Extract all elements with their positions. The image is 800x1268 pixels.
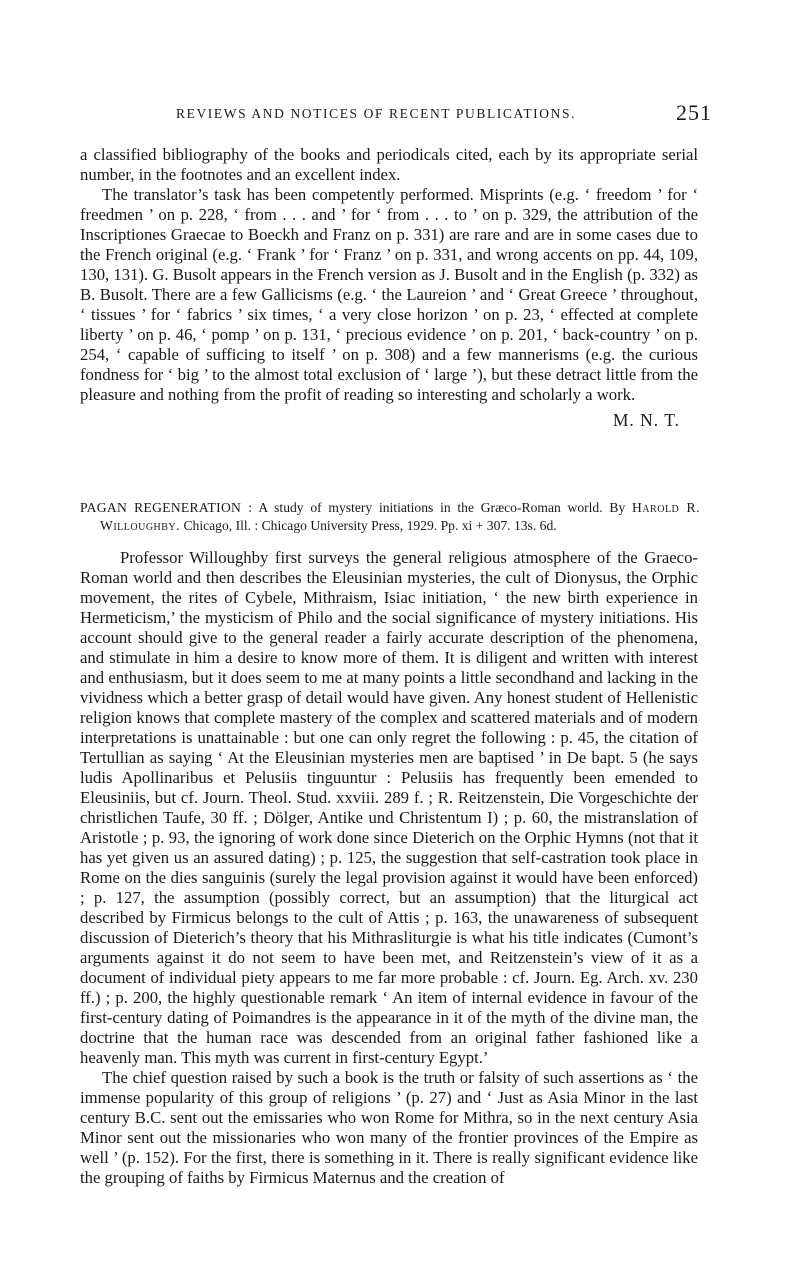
page-number: 251 [676,100,712,125]
review-by: By [609,500,626,515]
previous-review-paragraph: The translator’s task has been competently performed. Misprints (e.g. ‘ freedom ’ for ‘ freedmen ’ on p. 228, ‘ from . . . and ’ for ‘ from . . . to ’ on p. 329, the attribution of the Inscriptiones Graecae to Boeckh and Franz on p. 331) are rare and are in some cases due to the French original (e.g. ‘ Frank ’ for ‘ Franz ’ on p. 331, and wrong accents on pp. 44, 109, 130, 131). G. Busolt appears in the French version as J. Busolt and in the English (p. 332) as B. Busolt. There are a few Gallicisms (e.g. ‘ the Laureion ’ and ‘ Great Greece ’ throughout, ‘ tissues ’ for ‘ fabrics ’ six times, ‘ a very close horizon ’ on p. 23, ‘ effected at complete liberty ’ on p. 46, ‘ pomp ’ on p. 131, ‘ precious evidence ’ on p. 201, ‘ back-country ’ on p. 254, ‘ capable of sufficing to itself ’ on p. 308) and a few mannerisms (e.g. the curious fondness for ‘ big ’ to the almost total exclusion of ‘ large ’), but these detract little from the pleasure and nothing from the profit of reading so interesting and scholarly a work. [80,185,698,404]
review-author: Harold R. Willoughby. [100,500,700,533]
page-header [80,100,712,130]
review-title: PAGAN REGENERATION : [80,500,253,515]
review-heading [80,499,700,535]
review-paragraph: Professor Willoughby first surveys the general religious atmosphere of the Graeco-Roman world and then describes the Eleusinian mysteries, the cult of Dionysus, the Orphic movement, the rites of Cybele, Mithraism, Isiac initiation, ‘ the new birth experience in Hermeticism,’ the mysticism of Philo and the social significance of mystery initiations. His account should give to the general reader a fairly accurate description of the phenomena, and stimulate in him a desire to know more of them. It is diligent and written with interest and enthusiasm, but it does seem to me at many points a little secondhand and lacking in the vividness which a better grasp of detail would have given. Any honest student of Hellenistic religion knows that complete mastery of the complex and scattered materials and of modern interpretations is unattainable : but one can only regret the following : p. 45, the citation of Tertullian as saying ‘ At the Eleusinian mysteries men are baptised ’ in De bapt. 5 (he says ludis Apollinaribus et Pelusiis tinguuntur : Pelusiis has frequently been emended to Eleusiniis, but cf. Journ. Theol. Stud. xxviii. 289 f. ; R. Reitzenstein, Die Vorgeschichte der christlichen Taufe, 30 ff. ; Dölger, Antike und Christentum I) ; p. 60, the mistranslation of Aristotle ; p. 93, the ignoring of work done since Dieterich on the Orphic Hymns (not that it has yet given us an assured dating) ; p. 125, the suggestion that self-castration took place in Rome on the dies sanguinis (surely the legal provision against it would have been enforced) ; p. 127, the assumption (possibly correct, but an assumption) that the liturgical act described by Firmicus belongs to the cult of Attis ; p. 163, the unawareness of subsequent discussion of Dieterich’s theory that his Mithrasliturgie is what his title indicates (Cumont’s arguments against it do not seem to have been met, and Reitzenstein’s view of it as a document of individual piety appears to me far more probable : cf. Journ. Eg. Arch. xv. 230 ff.) ; p. 200, the highly questionable remark ‘ An item of internal evidence in favour of the first-century dating of Poimandres is the appearance in it of the myth of the divine man, the doctrine that the human race was descended from an original father fashioned like a heavenly man. This myth was current in first-century Egypt.’ [80,548,698,1067]
review-publication: Chicago, Ill. : Chicago University Press, 1929. Pp. xi + 307. 13s. 6d. [183,518,557,533]
previous-review-paragraph: a classified bibliography of the books and periodicals cited, each by its appropriate serial number, in the footnotes and an excellent index. [80,145,698,184]
review-subtitle: A study of mystery initiations in the Græco-Roman world. [258,500,603,515]
previous-review-text [80,145,698,405]
review-text [80,548,698,1188]
review-paragraph: The chief question raised by such a book is the truth or falsity of such assertions as ‘ the immense popularity of this group of religions ’ (p. 27) and ‘ Just as Asia Minor in the last century B.C. sent out the emissaries who won Rome for Mithra, so in the next century Asia Minor sent out the missionaries who won many of the frontier provinces of the Empire as well ’ (p. 152). For the first, there is something in it. There is really significant evidence like the grouping of faiths by Firmicus Maternus and the creation of [80,1068,698,1187]
reviewer-signature: M. N. T. [612,410,680,430]
running-head: REVIEWS AND NOTICES OF RECENT PUBLICATIONS. [176,106,577,121]
